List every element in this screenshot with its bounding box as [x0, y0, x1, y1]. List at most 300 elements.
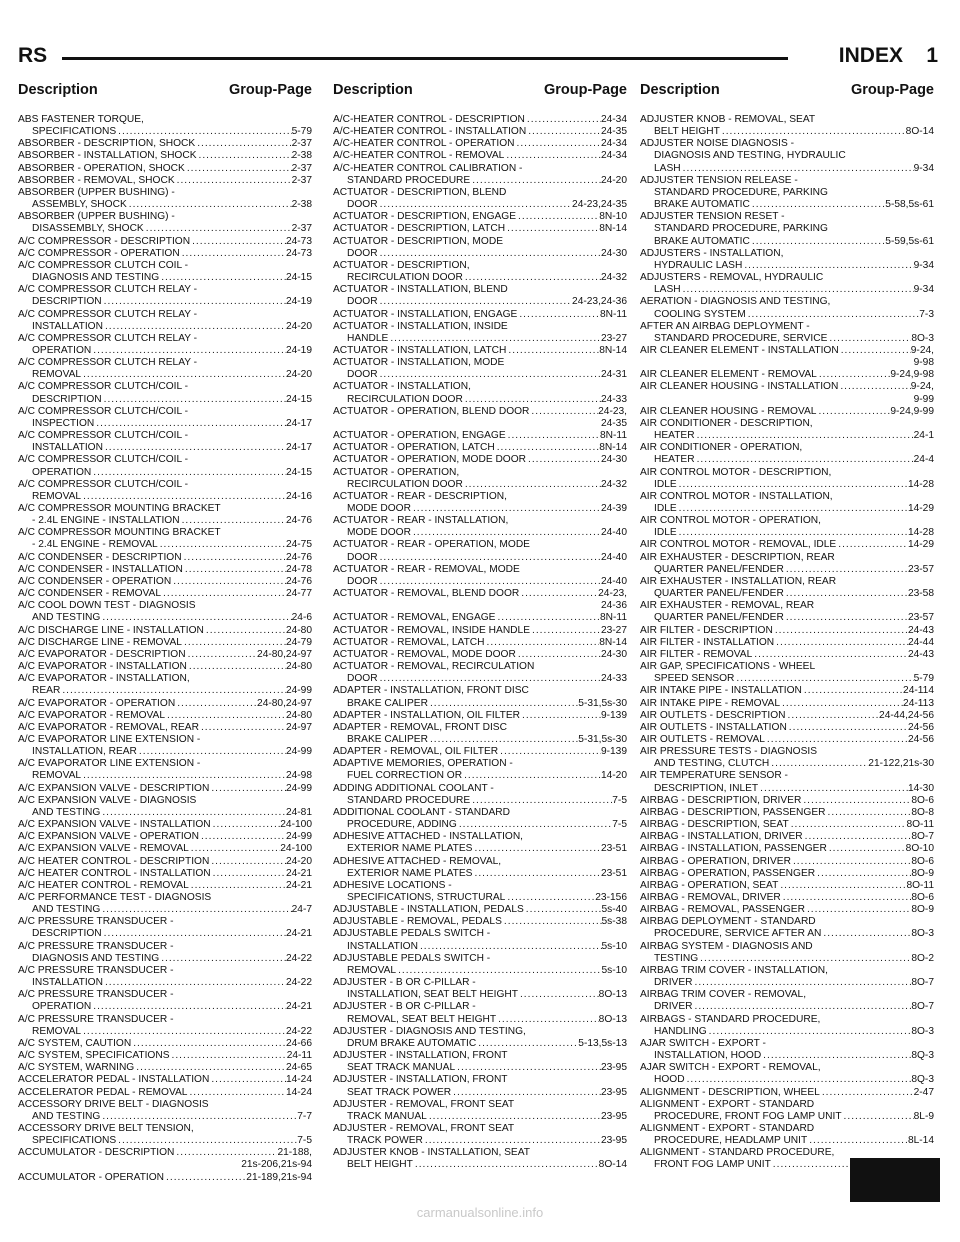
- entry-text: TRACK MANUAL: [347, 1110, 427, 1122]
- entry-text: A/C PRESSURE TRANSDUCER -: [18, 916, 174, 928]
- dot-leader: [144, 223, 292, 235]
- index-line: [640, 795, 934, 807]
- index-line: [18, 868, 312, 880]
- dot-leader: [789, 819, 907, 831]
- index-entry: [333, 928, 627, 952]
- index-entry: [18, 248, 312, 260]
- index-entry: [333, 1099, 627, 1123]
- group-page: 8O-13: [598, 989, 627, 1001]
- index-line: [18, 309, 312, 321]
- index-line: [18, 722, 312, 734]
- group-page: 8O-3: [911, 928, 934, 940]
- index-entry: [333, 1123, 627, 1147]
- dot-leader: [174, 1147, 277, 1159]
- group-page: 24-39: [600, 503, 627, 514]
- index-entry: [18, 1099, 312, 1123]
- index-entry: [333, 758, 627, 782]
- dot-leader: [411, 503, 601, 515]
- group-page: 24-34: [600, 138, 627, 150]
- entry-text: BRAKE CALIPER: [347, 733, 428, 745]
- index-entry: [333, 661, 627, 685]
- entry-text: AIR CONTROL MOTOR - OPERATION,: [640, 515, 821, 527]
- entry-text: QUARTER PANEL/FENDER: [654, 588, 784, 600]
- dot-leader: [476, 1038, 578, 1050]
- group-page: 23-51: [600, 867, 627, 879]
- index-line: [640, 150, 934, 162]
- entry-text: TRACK POWER: [347, 1135, 423, 1147]
- entry-text: ADJUSTABLE PEDALS SWITCH -: [333, 928, 491, 940]
- dot-leader: [388, 333, 601, 345]
- index-line: [18, 321, 312, 333]
- index-line: [18, 965, 312, 977]
- dot-leader: [517, 309, 600, 321]
- index-line: [333, 1026, 627, 1038]
- group-page: 8N-10: [599, 211, 627, 223]
- index-entry: [640, 843, 934, 855]
- dot-leader: [396, 965, 601, 977]
- index-line: [333, 1159, 627, 1171]
- dot-leader: [525, 114, 601, 126]
- index-entry: [640, 515, 934, 539]
- index-line: [18, 734, 312, 746]
- index-line: [18, 260, 312, 272]
- index-line: [640, 564, 934, 576]
- dot-leader: [805, 904, 911, 916]
- entry-text: A/C EXPANSION VALVE - REMOVAL: [18, 843, 189, 855]
- group-page: 24-80: [285, 709, 312, 721]
- index-line: [333, 783, 627, 795]
- dot-leader: [81, 491, 286, 503]
- dot-leader: [677, 503, 908, 515]
- index-entry: [333, 831, 627, 855]
- group-page: 24-76: [285, 575, 312, 587]
- index-entry: [640, 138, 934, 174]
- index-line: [640, 1038, 934, 1050]
- group-page: 24-100: [280, 819, 312, 831]
- index-line: [640, 418, 934, 430]
- dot-leader: [100, 612, 291, 624]
- entry-text: A/C COMPRESSOR CLUTCH RELAY -: [18, 308, 198, 320]
- group-page: 2-37: [291, 138, 312, 150]
- entry-text: HEATER: [654, 454, 695, 466]
- entry-text: ADAPTER - REMOVAL, FRONT DISC: [333, 721, 507, 733]
- index-line: [640, 807, 934, 819]
- dot-leader: [752, 649, 908, 661]
- index-entry: [640, 807, 934, 819]
- index-line: [640, 211, 934, 223]
- entry-text: OPERATION: [32, 466, 92, 478]
- group-page: 9-24,: [910, 344, 934, 356]
- dot-leader: [472, 843, 600, 855]
- index-line: [640, 843, 934, 855]
- index-entry: [18, 1014, 312, 1038]
- entry-text: A/C EVAPORATOR LINE EXTENSION -: [18, 733, 201, 745]
- group-page: 24-32: [600, 478, 627, 490]
- index-line: [640, 454, 934, 466]
- group-page: 14-24: [285, 1086, 312, 1098]
- group-page: 24-43: [907, 648, 934, 660]
- entry-text: SPECIFICATIONS, STRUCTURAL: [347, 892, 506, 903]
- entry-text: A/C-HEATER CONTROL - OPERATION: [333, 138, 515, 150]
- group-page: 24-43: [907, 624, 934, 636]
- entry-text: ADJUSTER - B OR C-PILLAR -: [333, 977, 476, 989]
- index-entry: [640, 710, 934, 722]
- index-line: [333, 479, 627, 491]
- index-entry: [640, 831, 934, 843]
- index-line: [18, 661, 312, 673]
- entry-text: INSTALLATION: [32, 977, 103, 989]
- dot-leader: [175, 698, 257, 710]
- index-line: [333, 625, 627, 637]
- index-entry: [333, 1147, 627, 1171]
- index-entry: [640, 649, 934, 661]
- entry-text: DIAGNOSIS AND TESTING, HYDRAULIC: [654, 150, 846, 162]
- index-line: [18, 685, 312, 697]
- entry-text: HANDLING: [654, 1025, 707, 1037]
- dot-leader: [470, 795, 612, 807]
- index-line: [18, 807, 312, 819]
- entry-text: ADJUSTABLE - INSTALLATION, PEDALS: [333, 904, 524, 916]
- index-line: [18, 856, 312, 868]
- index-line: [333, 394, 627, 406]
- entry-text: ACTUATOR - REMOVAL, BLEND DOOR: [333, 588, 520, 600]
- index-entry: [333, 904, 627, 916]
- index-line: [18, 284, 312, 296]
- index-line: [18, 430, 312, 442]
- dot-leader: [803, 831, 912, 843]
- entry-text: DOOR: [347, 296, 378, 308]
- entry-text: A/C CONDENSER - REMOVAL: [18, 588, 162, 600]
- group-page: 24-80: [285, 624, 312, 636]
- index-line: [333, 1087, 627, 1099]
- entry-text: ADJUSTABLE - REMOVAL, PEDALS: [333, 916, 502, 928]
- dot-leader: [428, 698, 578, 710]
- group-page: 5-13,5s-13: [578, 1037, 627, 1049]
- dot-leader: [827, 843, 906, 855]
- entry-text: ADHESIVE LOCATIONS -: [333, 879, 452, 891]
- entry-text: AIRBAG - INSTALLATION, DRIVER: [640, 831, 803, 843]
- entry-text: ABSORBER (UPPER BUSHING) -: [18, 186, 175, 198]
- index-line: [640, 916, 934, 928]
- index-entry: [333, 467, 627, 491]
- index-entry: [18, 114, 312, 138]
- dot-leader: [457, 819, 612, 831]
- group-page: 8O-14: [598, 1159, 627, 1171]
- index-entry: [333, 880, 627, 904]
- dot-leader: [485, 637, 600, 649]
- group-page: 24-99: [285, 782, 312, 794]
- entry-text: IDLE: [654, 503, 677, 514]
- dot-leader: [182, 637, 286, 649]
- index-entry: [18, 916, 312, 940]
- index-entry: [18, 187, 312, 211]
- group-page: 8N-11: [600, 430, 627, 442]
- index-entry: [18, 309, 312, 333]
- dot-leader: [502, 916, 602, 928]
- index-line: [333, 685, 627, 697]
- index-line: [18, 746, 312, 758]
- entry-text: PROCEDURE, FRONT FOG LAMP UNIT: [654, 1110, 842, 1122]
- index-line: [640, 1050, 934, 1062]
- group-page: 8O-2: [911, 952, 934, 964]
- dot-leader: [495, 612, 600, 624]
- dot-leader: [816, 406, 890, 418]
- entry-text: STANDARD PROCEDURE: [347, 174, 471, 186]
- group-page: 2-47: [913, 1086, 934, 1098]
- group-page-continued: 9-99: [913, 393, 934, 405]
- dot-leader: [462, 770, 601, 782]
- index-line: [18, 698, 312, 710]
- index-line: [640, 1026, 934, 1038]
- group-page: 8N-11: [600, 308, 627, 320]
- index-line: [18, 1074, 312, 1086]
- group-page: 7-5: [297, 1135, 312, 1147]
- index-entry: [18, 892, 312, 916]
- index-entry: [333, 637, 627, 649]
- entry-text: AIRBAG - REMOVAL, DRIVER: [640, 892, 781, 903]
- group-page: 24-80,24-97: [257, 648, 312, 660]
- index-entry: [333, 977, 627, 1001]
- group-page: 14-28: [907, 478, 934, 490]
- dot-leader: [815, 868, 911, 880]
- dot-leader: [498, 746, 601, 758]
- index-line: [640, 880, 934, 892]
- index-line: [640, 928, 934, 940]
- dot-leader: [515, 138, 601, 150]
- dot-leader: [838, 381, 910, 393]
- index-entry: [333, 345, 627, 357]
- index-line: [640, 588, 934, 600]
- index-line: [18, 1026, 312, 1038]
- dot-leader: [100, 807, 286, 819]
- dot-leader: [750, 199, 885, 211]
- group-page: 24-81: [285, 806, 312, 818]
- index-entry: [333, 284, 627, 308]
- group-page: 5-58,5s-61: [885, 199, 934, 211]
- entry-text: BRAKE CALIPER: [347, 697, 428, 709]
- group-page: 23-95: [600, 1086, 627, 1098]
- dot-leader: [505, 223, 599, 235]
- entry-text: AND TESTING: [32, 904, 101, 916]
- group-page: 8O-8: [911, 806, 934, 818]
- index-entry: [18, 1123, 312, 1147]
- group-page: 24-75: [285, 539, 312, 551]
- index-line: [333, 661, 627, 673]
- index-entry: [333, 625, 627, 637]
- index-entry: [333, 357, 627, 381]
- index-line: [333, 503, 627, 515]
- dot-leader: [91, 1001, 286, 1013]
- index-entry: [18, 1050, 312, 1062]
- index-line: [333, 138, 627, 150]
- dot-leader: [427, 1111, 601, 1123]
- index-entry: [640, 1099, 934, 1123]
- dot-leader: [693, 977, 912, 989]
- group-page: 23-95: [600, 1062, 627, 1074]
- entry-text: ACCUMULATOR - OPERATION: [18, 1171, 165, 1183]
- index-entry: [18, 710, 312, 722]
- dot-leader: [463, 272, 601, 284]
- index-line: [333, 807, 627, 819]
- entry-text: HYDRAULIC LASH: [654, 259, 743, 271]
- entry-text: AND TESTING, CLUTCH: [654, 758, 770, 770]
- dot-leader: [199, 831, 286, 843]
- dot-leader: [209, 1074, 286, 1086]
- entry-text: A/C SYSTEM, CAUTION: [18, 1037, 132, 1049]
- group-page: 9-24,9-99: [890, 405, 934, 417]
- dot-leader: [526, 454, 601, 466]
- entry-text: ADJUSTER KNOB - INSTALLATION, SEAT: [333, 1147, 530, 1159]
- dot-leader: [707, 1026, 912, 1038]
- entry-text: AIR INTAKE PIPE - INSTALLATION: [640, 685, 802, 697]
- group-page: 23-27: [600, 624, 627, 636]
- group-page: 24-31: [600, 369, 627, 381]
- entry-text: A/C EVAPORATOR - DESCRIPTION: [18, 648, 186, 660]
- index-line: [333, 612, 627, 624]
- index-line: [18, 600, 312, 612]
- entry-text: ALIGNMENT - EXPORT - STANDARD: [640, 1098, 815, 1110]
- index-line: [333, 126, 627, 138]
- entry-text: ACTUATOR - INSTALLATION, LATCH: [333, 344, 507, 356]
- index-entry: [640, 381, 934, 405]
- entry-text: ADJUSTER - INSTALLATION, FRONT: [333, 1050, 508, 1062]
- dot-leader: [81, 1026, 286, 1038]
- index-entry: [640, 296, 934, 320]
- entry-text: RECIRCULATION DOOR: [347, 272, 463, 284]
- entry-text: A/C EVAPORATOR LINE EXTENSION -: [18, 758, 201, 770]
- entry-text: ADJUSTERS - REMOVAL, HYDRAULIC: [640, 272, 824, 284]
- dot-leader: [836, 539, 908, 551]
- dot-leader: [195, 138, 291, 150]
- dot-leader: [504, 150, 601, 162]
- entry-text: AIR TEMPERATURE SENSOR -: [640, 770, 788, 782]
- index-line: [333, 381, 627, 393]
- index-line: [18, 770, 312, 782]
- index-line: [333, 1123, 627, 1135]
- group-page: 14-24: [285, 1074, 312, 1086]
- index-entry: [333, 515, 627, 539]
- group-page: 8O-6: [911, 892, 934, 903]
- index-entry: [18, 856, 312, 868]
- index-line: [640, 1062, 934, 1074]
- index-line: [333, 260, 627, 272]
- index-line: [333, 272, 627, 284]
- dot-leader: [378, 369, 601, 381]
- index-line: [640, 977, 934, 989]
- entry-text: A/C COMPRESSOR - OPERATION: [18, 247, 180, 259]
- entry-text: ALIGNMENT - DESCRIPTION, WHEEL: [640, 1086, 820, 1098]
- dot-leader: [817, 369, 891, 381]
- group-page: 24-77: [285, 588, 312, 600]
- index-column-1: [18, 114, 312, 1184]
- index-entry: [333, 807, 627, 831]
- index-entry: [640, 661, 934, 685]
- dot-leader: [413, 1159, 599, 1171]
- entry-text: A/C COMPRESSOR CLUTCH RELAY -: [18, 357, 198, 369]
- group-page: 24-6: [291, 612, 312, 624]
- group-page: 14-29: [907, 503, 934, 514]
- dot-leader: [516, 649, 601, 661]
- group-page: 24-23,24-36: [572, 296, 627, 308]
- index-entry: [640, 856, 934, 868]
- page-header: [18, 44, 938, 74]
- dot-leader: [785, 710, 879, 722]
- group-page: 24-30: [600, 648, 627, 660]
- entry-text: A/C COMPRESSOR CLUTCH COIL -: [18, 259, 188, 271]
- entry-text: STANDARD PROCEDURE, PARKING: [654, 223, 828, 235]
- entry-text: A/C COOL DOWN TEST - DIAGNOSIS: [18, 600, 196, 612]
- entry-text: INSTALLATION: [347, 940, 418, 952]
- index-line: [640, 965, 934, 977]
- dot-leader: [773, 625, 908, 637]
- dot-leader: [693, 1001, 912, 1013]
- group-page: 5-31,5s-30: [578, 697, 627, 709]
- index-line: [333, 722, 627, 734]
- index-line: [18, 989, 312, 1001]
- dot-leader: [807, 1135, 908, 1147]
- entry-text: A/C COMPRESSOR CLUTCH/COIL -: [18, 454, 188, 466]
- dot-leader: [685, 1074, 912, 1086]
- index-line: [18, 673, 312, 685]
- dot-leader: [81, 770, 286, 782]
- group-page: 5s-10: [601, 940, 627, 952]
- dot-leader: [94, 418, 286, 430]
- entry-text: ABSORBER - INSTALLATION, SHOCK: [18, 150, 197, 162]
- entry-text: AIRBAG - OPERATION, SEAT: [640, 879, 779, 891]
- index-line: [640, 1001, 934, 1013]
- index-line: [18, 1038, 312, 1050]
- index-line: [18, 345, 312, 357]
- index-line: [18, 637, 312, 649]
- dot-leader: [695, 430, 914, 442]
- column-header-1: Description Group-Page: [18, 82, 312, 98]
- entry-text: ACTUATOR - OPERATION, BLEND DOOR: [333, 405, 530, 417]
- dot-leader: [784, 588, 908, 600]
- watermark: carmanualsonline.info: [416, 1205, 544, 1220]
- index-line: [640, 430, 934, 442]
- entry-text: AIR CONTROL MOTOR - DESCRIPTION,: [640, 466, 832, 478]
- group-page: 9-24,9-98: [890, 369, 934, 381]
- index-line: [18, 552, 312, 564]
- group-page: 24-30: [600, 454, 627, 466]
- entry-text: AND TESTING: [32, 1110, 101, 1122]
- group-page: 8O-3: [911, 1025, 934, 1037]
- index-entry: [333, 1026, 627, 1050]
- group-page: 2-38: [291, 150, 312, 162]
- dot-leader: [81, 369, 286, 381]
- group-page: 8Q-3: [911, 1050, 934, 1062]
- dot-leader: [180, 248, 286, 260]
- group-page: 24-99: [285, 831, 312, 843]
- index-line: [333, 1062, 627, 1074]
- entry-text: ADAPTIVE MEMORIES, OPERATION -: [333, 758, 513, 770]
- group-page: 14-30: [907, 782, 934, 794]
- entry-text: AIR CLEANER ELEMENT - INSTALLATION: [640, 344, 839, 356]
- entry-text: DOOR: [347, 369, 378, 381]
- index-entry: [640, 722, 934, 734]
- index-line: [333, 576, 627, 588]
- entry-text: ACTUATOR - INSTALLATION, BLEND: [333, 284, 508, 296]
- index-line: [640, 612, 934, 624]
- entry-text: DIAGNOSIS AND TESTING: [32, 272, 160, 284]
- group-page: 24-21: [285, 1001, 312, 1013]
- entry-text: A/C PERFORMANCE TEST - DIAGNOSIS: [18, 892, 212, 903]
- entry-text: IDLE: [654, 527, 677, 539]
- index-entry: [640, 734, 934, 746]
- index-entry: [18, 722, 312, 734]
- index-line: [640, 576, 934, 588]
- index-entry: [640, 685, 934, 697]
